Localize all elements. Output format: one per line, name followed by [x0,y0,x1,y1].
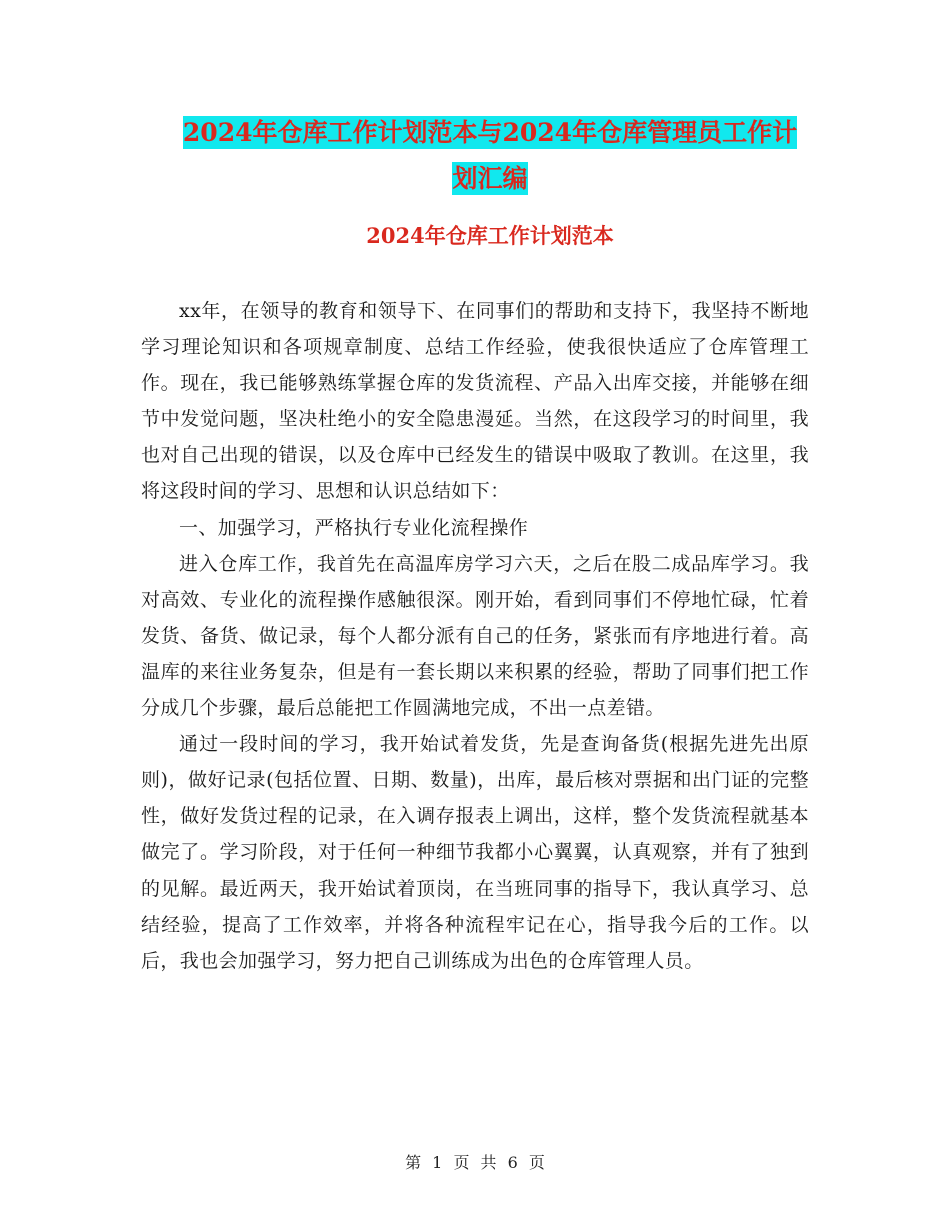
title-line-1: 2024年仓库工作计划范本与2024年仓库管理员工作计 [182,118,798,147]
document-title [140,110,840,202]
paragraph-3: 通过一段时间的学习，我开始试着发货，先是查询备货(根据先进先出原则)，做好记录(包括位置、日期、数量)，出库，最后核对票据和出门证的完整性，做好发货过程的记录，在入调存报表上调出，这样，整个发货流程就基本做完了。学习阶段，对于任何一种细节我都小心翼翼，认真观察，并有了独到的见解。最近两天，我开始试着顶岗，在当班同事的指导下，我认真学习、总结经验，提高了工作效率，并将各种流程牢记在心，指导我今后的工作。以后，我也会加强学习，努力把自己训练成为出色的仓库管理人员。 [141,733,809,972]
section-subtitle: 2024年仓库工作计划范本 [366,223,614,248]
document-body [141,293,809,979]
page-footer: 第 1 页 共 6 页 [405,1153,545,1172]
section-heading-1: 一、加强学习，严格执行专业化流程操作 [179,516,529,539]
title-line-2: 划汇编 [452,164,528,193]
paragraph-intro: xx年，在领导的教育和领导下、在同事们的帮助和支持下，我坚持不断地学习理论知识和各项规章制度、总结工作经验，使我很快适应了仓库管理工作。现在，我已能够熟练掌握仓库的发货流程、产品入出库交接，并能够在细节中发觉问题，坚决杜绝小的安全隐患漫延。当然，在这段学习的时间里，我也对自己出现的错误，以及仓库中已经发生的错误中吸取了教训。在这里，我将这段时间的学习、思想和认识总结如下： [141,300,809,503]
paragraph-2: 进入仓库工作，我首先在高温库房学习六天，之后在股二成品库学习。我对高效、专业化的流程操作感触很深。刚开始，看到同事们不停地忙碌，忙着发货、备货、做记录，每个人都分派有自己的任务，紧张而有序地进行着。高温库的来往业务复杂，但是有一套长期以来积累的经验，帮助了同事们把工作分成几个步骤，最后总能把工作圆满地完成，不出一点差错。 [141,552,809,720]
